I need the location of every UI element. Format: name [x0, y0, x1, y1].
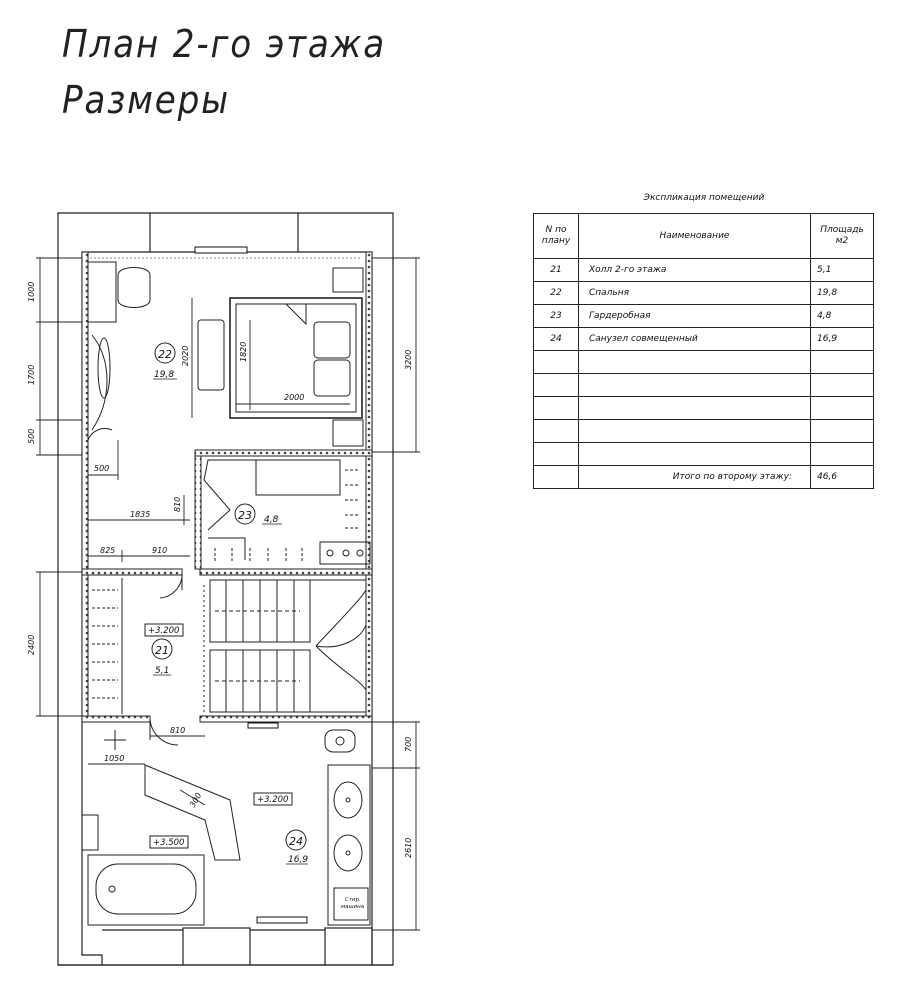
room-21-area: 5,1 [155, 666, 170, 676]
dim-500: 500 [94, 464, 110, 473]
bathroom-furniture [82, 730, 370, 925]
dim-300: 300 [187, 791, 204, 809]
dim-2000: 2000 [284, 393, 305, 402]
dim-2610: 2610 [404, 837, 413, 858]
table-row [534, 351, 874, 374]
table-row: 24 Санузел совмещенный 16,9 [534, 328, 874, 351]
dim-2020: 2020 [181, 345, 190, 366]
table-row [534, 420, 874, 443]
table-row: 22 Спальня 19,8 [534, 282, 874, 305]
plan-title: План 2-го этажа [62, 22, 387, 66]
header-area: Площадь м2 [811, 214, 874, 259]
room-23-area: 4,8 [264, 515, 279, 525]
dim-825: 825 [100, 546, 116, 555]
dim-1050: 1050 [104, 754, 125, 763]
table-header-row [534, 214, 874, 259]
table-row [534, 397, 874, 420]
table-row: 23 Гардеробная 4,8 [534, 305, 874, 328]
stairs [204, 580, 366, 712]
table-row: 21 Холл 2-го этажа 5,1 [534, 259, 874, 282]
explication-table [533, 213, 874, 489]
dim-2400: 2400 [27, 634, 36, 655]
table-total-row: Итого по второму этажу: 46,6 [534, 466, 874, 489]
plan-subtitle: Размеры [62, 78, 230, 122]
dim-1000: 1000 [27, 281, 36, 302]
header-num: N по плану [534, 214, 579, 259]
svg-text:Стир.: Стир. [345, 897, 361, 903]
dim-500-left: 500 [27, 428, 36, 444]
dim-700: 700 [404, 736, 413, 752]
room-22-num: 22 [158, 348, 172, 361]
dim-1820: 1820 [239, 341, 248, 362]
room-labels [152, 343, 308, 865]
bedroom-furniture [88, 262, 363, 446]
dim-1700: 1700 [27, 364, 36, 385]
room-22-area: 19,8 [154, 370, 175, 380]
dim-3200: 3200 [404, 349, 413, 370]
table-row [534, 374, 874, 397]
room-23-num: 23 [238, 509, 252, 522]
dim-1835: 1835 [130, 510, 151, 519]
room-24-area: 16,9 [288, 855, 309, 865]
dim-910: 910 [152, 546, 168, 555]
level-bath: +3.200 [257, 795, 289, 805]
wardrobe-furniture [92, 460, 370, 714]
room-24-num: 24 [289, 835, 303, 848]
dim-810a: 810 [173, 496, 182, 512]
dim-810b: 810 [170, 726, 186, 735]
washer-label [341, 897, 365, 910]
svg-text:машина: машина [341, 904, 365, 910]
header-name: Наименование [579, 214, 811, 259]
level-hall: +3.200 [148, 626, 180, 636]
level-bathtub: +3.500 [153, 838, 185, 848]
room-21-num: 21 [155, 644, 169, 657]
explication-caption: Экспликация помещений [643, 193, 765, 203]
table-row [534, 443, 874, 466]
